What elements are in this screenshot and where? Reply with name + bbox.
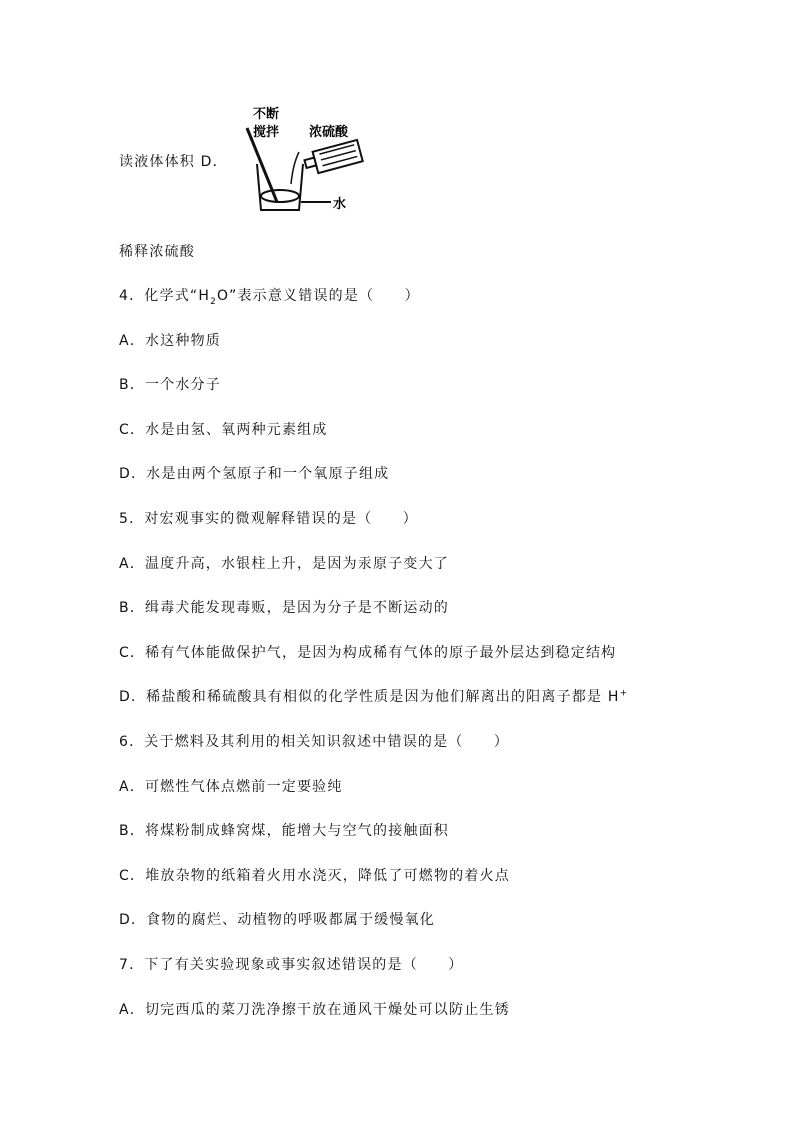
q4-option-a: A．水这种物质 xyxy=(119,333,221,349)
q7-option-a: A．切完西瓜的菜刀洗净擦干放在通风干燥处可以防止生锈 xyxy=(119,1002,510,1018)
q4-option-d: D．水是由两个氢原子和一个氧原子组成 xyxy=(119,466,390,482)
water-surface xyxy=(261,190,299,202)
acid-bottle xyxy=(303,140,363,176)
q5-option-d xyxy=(119,686,628,706)
q6-option-b: B．将煤粉制成蜂窝煤，能增大与空气的接触面积 xyxy=(119,823,450,839)
q6-option-a: A．可燃性气体点燃前一定要验纯 xyxy=(119,779,343,795)
q5-option-b: B．缉毒犬能发现毒贩，是因为分子是不断运动的 xyxy=(119,600,450,616)
label-water: 水 xyxy=(333,197,347,212)
q4-subscript: 2 xyxy=(210,296,218,307)
question-5-stem: 5．对宏观事实的微观解释错误的是（ ） xyxy=(119,511,418,527)
label-acid: 浓硫酸 xyxy=(309,125,349,140)
label-stir-2: 搅拌 xyxy=(253,125,280,140)
q4-option-b: B．一个水分子 xyxy=(119,377,222,393)
q5-option-d-sup: + xyxy=(619,688,629,699)
question-7-stem: 7．下了有关实验现象或事实叙述错误的是（ ） xyxy=(119,957,464,973)
q6-option-d: D．食物的腐烂、动植物的呼吸都属于缓慢氧化 xyxy=(119,912,435,928)
q4-stem-post: O”表示意义错误的是（ ） xyxy=(217,288,420,304)
acid-stream xyxy=(291,152,299,184)
q4-stem-pre: 4．化学式“H xyxy=(119,288,211,304)
dilution-diagram xyxy=(241,102,371,214)
q4-option-c: C．水是由氢、氧两种元素组成 xyxy=(119,422,328,438)
q6-option-c: C．堆放杂物的纸箱着火用水浇灭，降低了可燃物的着火点 xyxy=(119,868,510,884)
q5-option-c: C．稀有气体能做保护气，是因为构成稀有气体的原子最外层达到稳定结构 xyxy=(119,645,617,661)
question-6-stem: 6．关于燃料及其利用的相关知识叙述中错误的是（ ） xyxy=(119,734,510,750)
q5-option-a: A．温度升高，水银柱上升，是因为汞原子变大了 xyxy=(119,556,449,572)
question-4-stem xyxy=(119,285,420,307)
option-d-prefix: 读液体体积 D． xyxy=(119,154,228,170)
option-d-caption: 稀释浓硫酸 xyxy=(119,244,195,260)
q5-option-d-text: D．稀盐酸和稀硫酸具有相似的化学性质是因为他们解离出的阳离子都是 H xyxy=(119,689,620,705)
label-stir: 不断 xyxy=(253,107,280,122)
